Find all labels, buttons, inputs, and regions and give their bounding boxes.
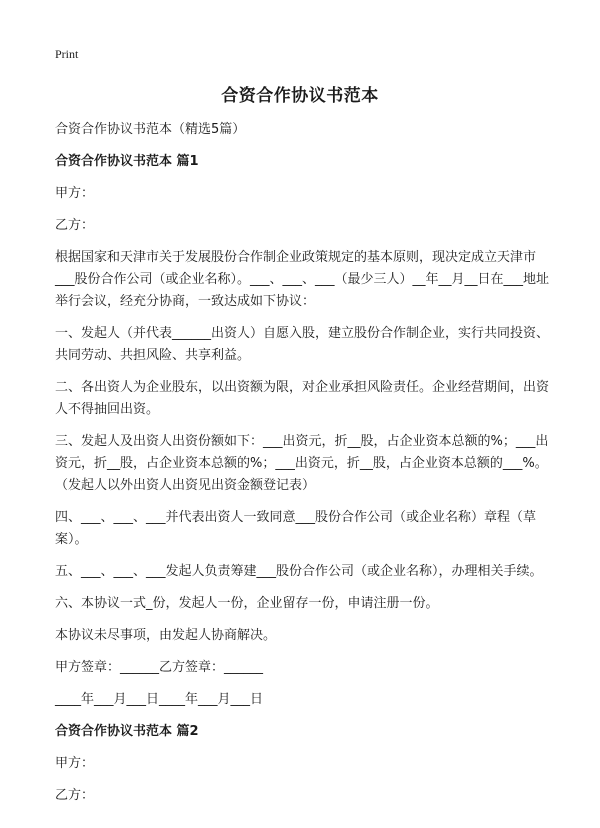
section-heading-2: 合资合作协议书范本 篇2: [55, 724, 199, 739]
paragraph-closing: 本协议未尽事项，由发起人协商解决。: [55, 628, 277, 643]
party-b-line: 乙方：: [55, 218, 95, 233]
print-link[interactable]: Print: [55, 47, 79, 61]
document-title: 合资合作协议书范本: [221, 86, 379, 106]
party-a-line-2: 甲方：: [55, 756, 95, 771]
paragraph-clause-5: 五、___、___、___发起人负责筹建___股份合作公司（或企业名称），办理相关手续。: [55, 564, 543, 579]
party-b-line-2: 乙方：: [55, 788, 95, 803]
paragraph-clause-2: 二、各出资人为企业股东，以出资额为限，对企业承担风险责任。企业经营期间，出资人不得抽回出资。: [55, 380, 550, 417]
date-line: ____年___月___日____年___月___日: [55, 692, 264, 707]
document-body: [55, 119, 551, 817]
paragraph-clause-1: 一、发起人（并代表______出资人）自愿入股，建立股份合作制企业，实行共同投资、共同劳动、共担风险、共享利益。: [55, 326, 550, 363]
paragraph-clause-6: 六、本协议一式_份，发起人一份，企业留存一份，申请注册一份。: [55, 596, 439, 611]
intro-line: 合资合作协议书范本（精选5篇）: [55, 122, 246, 137]
paragraph-preamble: 根据国家和天津市关于发展股份合作制企业政策规定的基本原则，现决定成立天津市___股份合作公司（或企业名称）。___、___、___（最少三人）__年__月__日在___地址举行会议，经充分协商，一致达成如下协议：: [55, 250, 550, 309]
paragraph-clause-3: 三、发起人及出资人出资份额如下：___出资元，折__股，占企业资本总额的%；___出资元，折__股，占企业资本总额的%；___出资元，折__股，占企业资本总额的___%。（发起人以外出资人出资见出资金额登记表）: [55, 434, 549, 493]
party-a-line: 甲方：: [55, 186, 95, 201]
section-heading-1: 合资合作协议书范本 篇1: [55, 154, 199, 169]
paragraph-clause-4: 四、___、___、___并代表出资人一致同意___股份合作公司（或企业名称）章程（草案）。: [55, 510, 537, 547]
signature-line: 甲方签章：______乙方签章：______: [55, 660, 264, 675]
